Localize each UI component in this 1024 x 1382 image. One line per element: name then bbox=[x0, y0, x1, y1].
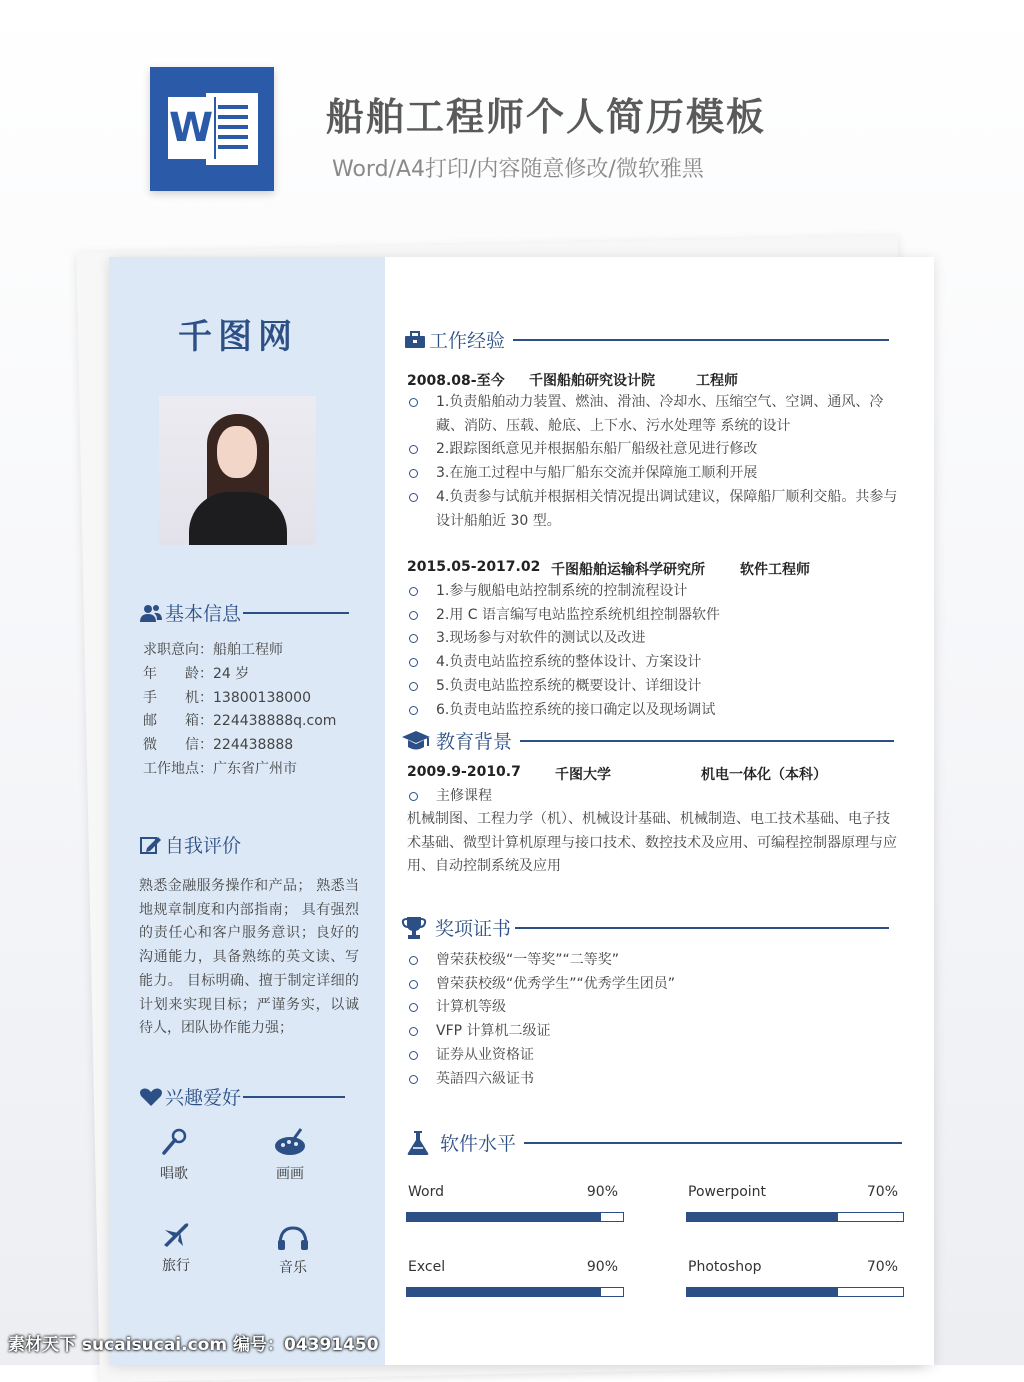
skill-percent: 90% bbox=[586, 1184, 618, 1200]
hobby-music bbox=[263, 1225, 323, 1277]
info-row bbox=[143, 758, 336, 782]
document-title: 船舶工程师个人简历模板 bbox=[326, 95, 767, 139]
edit-icon bbox=[139, 835, 163, 855]
list-item: 计算机等级 bbox=[407, 996, 901, 1020]
info-value: 广东省广州市 bbox=[213, 760, 297, 777]
info-label: 求职意向： bbox=[143, 642, 213, 658]
skill-name: Photoshop bbox=[688, 1259, 762, 1275]
job-duties bbox=[407, 391, 901, 533]
self-eval-heading bbox=[139, 831, 241, 858]
skill-name: Powerpoint bbox=[688, 1184, 767, 1200]
list-item: 2.用 C 语言编写电站监控系统机组控制器软件 bbox=[407, 604, 901, 628]
users-icon bbox=[139, 603, 163, 623]
list-item: 曾荣获校级“优秀学生”“优秀学生团员” bbox=[407, 973, 901, 997]
course-text: 机械制图、工程力学（机）、机械设计基础、机械制造、电工技术基础、电子技术基础、微型计算机原理与接口技术、数控技术及应用、可编程控制器原理与应用、自动控制系统及应用 bbox=[407, 811, 897, 875]
skill-bar-fill bbox=[687, 1213, 838, 1221]
skill-bar-fill bbox=[407, 1213, 601, 1221]
info-row bbox=[143, 734, 336, 758]
info-label: 年 龄： bbox=[143, 665, 213, 682]
info-label: 手 机： bbox=[143, 689, 213, 706]
word-logo-icon bbox=[150, 67, 274, 191]
job-company: 千图船舶研究设计院 bbox=[529, 373, 655, 389]
microphone-icon bbox=[159, 1127, 189, 1157]
list-item: 证券从业资格证 bbox=[407, 1044, 901, 1068]
awards-list bbox=[407, 949, 901, 1091]
skill-powerpoint bbox=[686, 1184, 904, 1222]
skill-percent: 70% bbox=[866, 1184, 898, 1200]
skill-word bbox=[406, 1184, 624, 1222]
awards-heading bbox=[401, 914, 889, 941]
list-item: 6.负责电站监控系统的接口确定以及现场调试 bbox=[407, 699, 901, 723]
palette-icon bbox=[273, 1127, 307, 1157]
self-eval-text: 熟悉金融服务操作和产品； 熟悉当地规章制度和内部指南； 具有强烈的责任心和客户服务意识；良好的沟通能力，具备熟练的英文读、写能力。 目标明确、擅于制定详细的计划来实现目标；严谨务实，以诚待人，团队协作能力强； bbox=[139, 878, 359, 1037]
info-value: 224438888 bbox=[213, 737, 294, 754]
info-row bbox=[143, 710, 336, 734]
list-item: VFP 计算机二级证 bbox=[407, 1020, 901, 1044]
job-period: 2015.05-2017.02 bbox=[407, 559, 541, 575]
skill-bar bbox=[686, 1212, 904, 1222]
list-item: 4.负责电站监控系统的整体设计、方案设计 bbox=[407, 651, 901, 675]
heading-rule bbox=[513, 339, 889, 341]
software-title: 软件水平 bbox=[440, 1133, 517, 1155]
education-heading bbox=[401, 727, 894, 754]
heading-rule bbox=[520, 740, 894, 742]
list-item: 5.负责电站监控系统的概要设计、详细设计 bbox=[407, 675, 901, 699]
hobby-label: 旅行 bbox=[162, 1258, 190, 1274]
skill-name: Excel bbox=[408, 1259, 446, 1275]
hobby-travel bbox=[146, 1221, 206, 1275]
basic-info-list bbox=[143, 639, 336, 782]
work-title: 工作经验 bbox=[429, 330, 506, 352]
heading-rule bbox=[243, 1096, 345, 1098]
list-item: 3.在施工过程中与船厂船东交流并保障施工顺利开展 bbox=[407, 462, 901, 486]
list-item: 英語四六級证书 bbox=[407, 1068, 901, 1092]
skill-percent: 70% bbox=[866, 1259, 898, 1275]
resume-name: 千图网 bbox=[178, 317, 298, 357]
hobbies-heading bbox=[139, 1083, 345, 1110]
job-duties bbox=[407, 580, 901, 722]
info-label: 工作地点： bbox=[143, 760, 213, 777]
skill-percent: 90% bbox=[586, 1259, 618, 1275]
education-period: 2009.9-2010.7 bbox=[407, 764, 521, 780]
list-item: 2.跟踪图纸意见并根据船东船厂船级社意见进行修改 bbox=[407, 438, 901, 462]
self-eval-title: 自我评价 bbox=[165, 835, 242, 857]
job-role: 工程师 bbox=[696, 373, 738, 389]
hobby-painting bbox=[260, 1127, 320, 1183]
awards-title: 奖项证书 bbox=[435, 918, 512, 940]
profile-photo bbox=[159, 396, 316, 545]
info-row bbox=[143, 663, 336, 687]
hobby-label: 音乐 bbox=[279, 1260, 307, 1276]
hobbies-title: 兴趣爱好 bbox=[165, 1087, 242, 1109]
trophy-icon bbox=[401, 916, 427, 940]
flask-icon bbox=[406, 1130, 430, 1156]
list-item: 曾荣获校级“一等奖”“二等奖” bbox=[407, 949, 901, 973]
work-heading bbox=[404, 326, 889, 353]
info-row bbox=[143, 687, 336, 711]
education-title: 教育背景 bbox=[436, 731, 513, 753]
hobby-label: 画画 bbox=[276, 1166, 304, 1182]
heart-icon bbox=[139, 1087, 163, 1107]
list-item: 主修课程 bbox=[407, 785, 901, 809]
resume-sidebar bbox=[109, 257, 385, 1365]
document-subtitle: Word/A4打印/内容随意修改/微软雅黑 bbox=[332, 157, 704, 182]
skill-bar-fill bbox=[687, 1288, 838, 1296]
info-value: 13800138000 bbox=[213, 689, 311, 706]
info-value: 224438888q.com bbox=[213, 713, 337, 730]
basic-info-heading bbox=[139, 599, 349, 626]
info-label: 邮 箱： bbox=[143, 713, 213, 730]
briefcase-icon bbox=[404, 331, 426, 349]
hobby-label: 唱歌 bbox=[160, 1166, 188, 1182]
education-school: 千图大学 bbox=[555, 767, 611, 783]
skill-bar bbox=[406, 1287, 624, 1297]
skill-name: Word bbox=[408, 1184, 444, 1200]
list-item: 1.参与舰船电站控制系统的控制流程设计 bbox=[407, 580, 901, 604]
watermark: 素材天下 sucaisucai.com 编号：04391450 bbox=[8, 1335, 379, 1355]
graduation-cap-icon bbox=[401, 730, 431, 752]
airplane-icon bbox=[161, 1221, 191, 1249]
list-item: 3.现场参与对软件的测试以及改进 bbox=[407, 627, 901, 651]
heading-rule bbox=[515, 927, 889, 929]
software-heading bbox=[406, 1129, 902, 1156]
info-row bbox=[143, 639, 336, 663]
heading-rule bbox=[524, 1142, 902, 1144]
skill-bar bbox=[406, 1212, 624, 1222]
skill-bar-fill bbox=[407, 1288, 601, 1296]
list-item: 4.负责参与试航并根据相关情况提出调试建议，保障船厂顺利交船。共参与设计船舶近 30 型。 bbox=[407, 486, 901, 533]
job-company: 千图船舶运输科学研究所 bbox=[551, 562, 705, 578]
job-period: 2008.08-至今 bbox=[407, 373, 505, 389]
word-logo-letter: W bbox=[168, 97, 214, 159]
info-label: 微 信： bbox=[143, 737, 213, 754]
heading-rule bbox=[243, 612, 349, 614]
education-major: 机电一体化（本科） bbox=[701, 767, 827, 783]
skill-bar bbox=[686, 1287, 904, 1297]
list-item: 1.负责船舶动力装置、燃油、滑油、冷却水、压缩空气、空调、通风、冷藏、消防、压载、舱底、上下水、污水处理等 系统的设计 bbox=[407, 391, 901, 438]
info-value: 船舶工程师 bbox=[213, 642, 283, 658]
info-value: 24 岁 bbox=[213, 665, 250, 682]
job-role: 软件工程师 bbox=[740, 562, 810, 578]
resume-page bbox=[109, 257, 934, 1365]
headphones-icon bbox=[276, 1225, 310, 1251]
basic-info-title: 基本信息 bbox=[165, 603, 242, 625]
hobby-singing bbox=[144, 1127, 204, 1183]
skill-excel bbox=[406, 1259, 624, 1297]
skill-photoshop bbox=[686, 1259, 904, 1297]
course-list bbox=[407, 785, 901, 809]
